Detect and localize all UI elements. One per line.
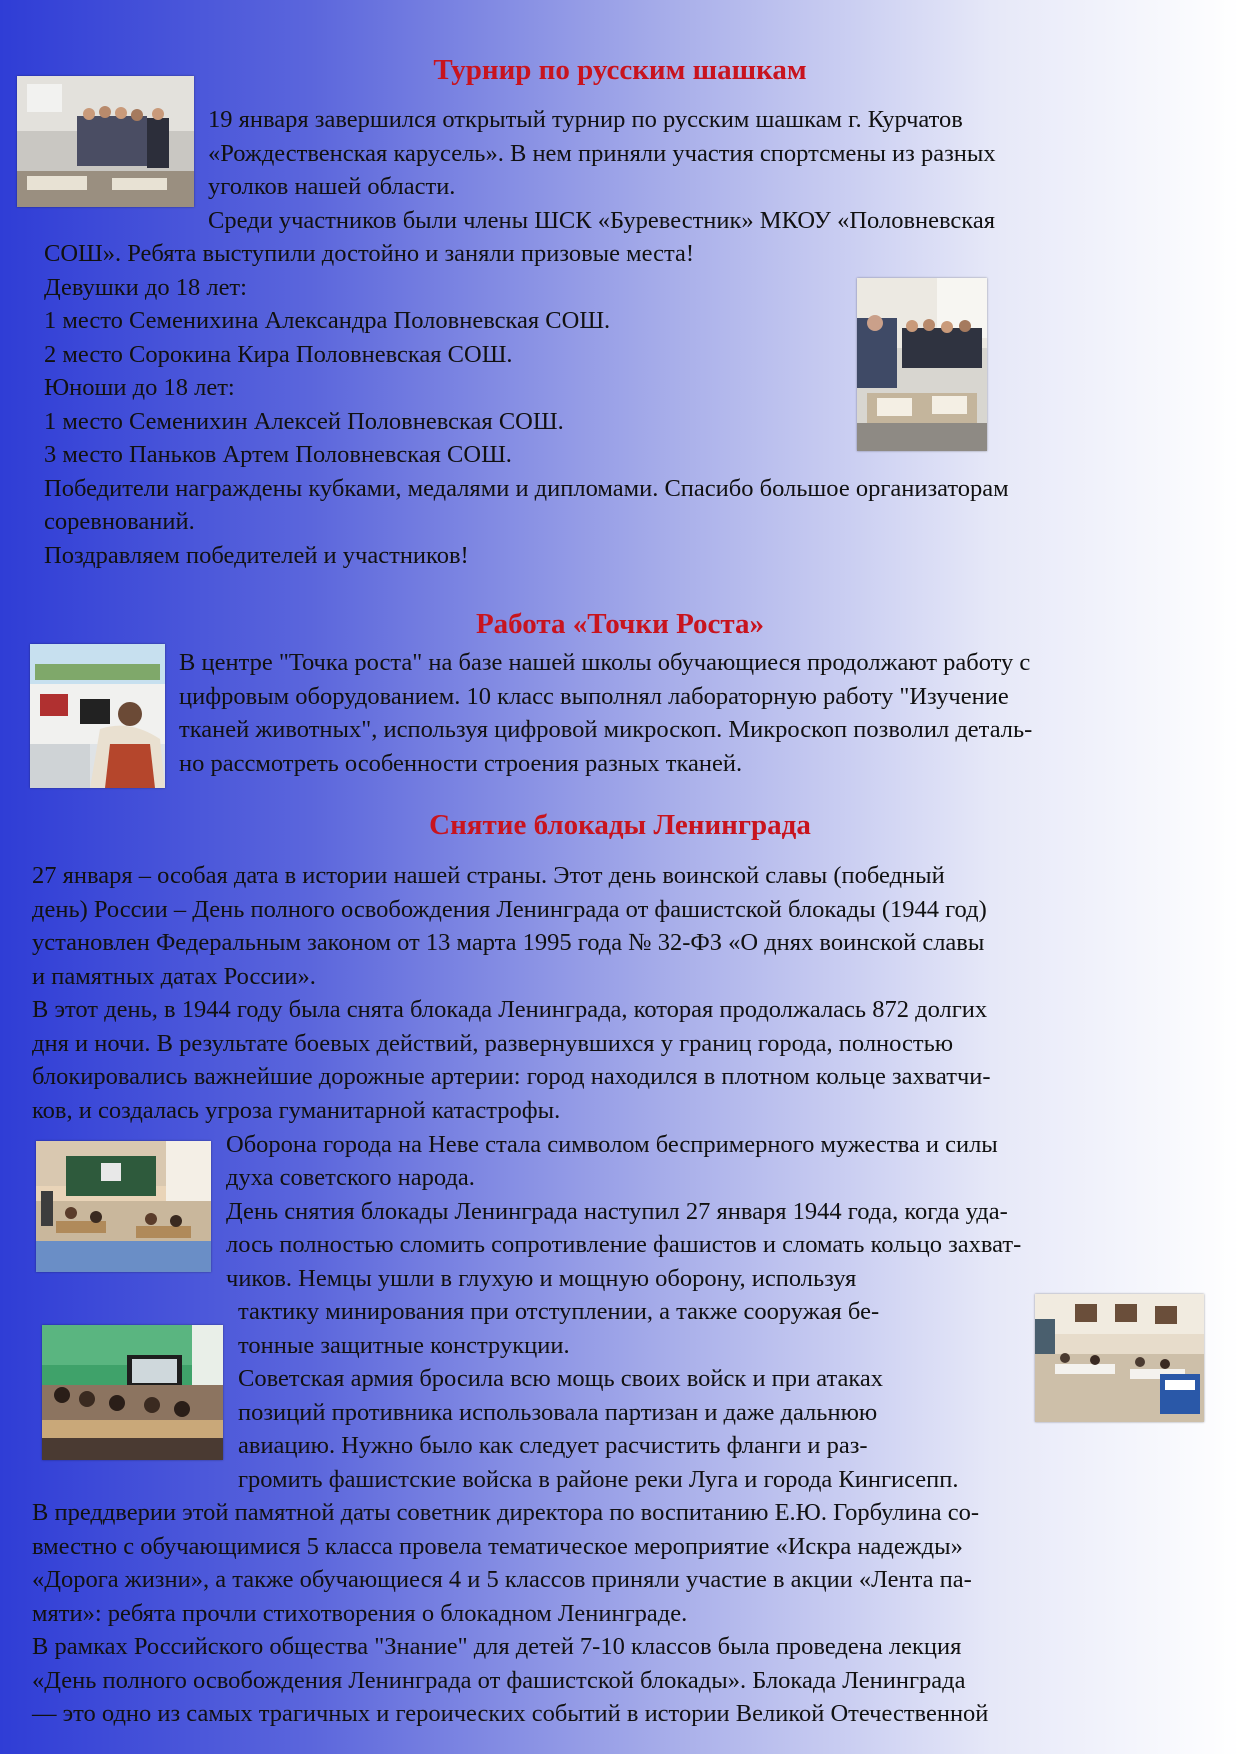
- s1-line: 1 место Семенихин Алексей Половневская СОШ.: [44, 408, 564, 435]
- s3-line: В преддверии этой памятной даты советник директора по воспитанию Е.Ю. Горбулина со-: [32, 1499, 980, 1526]
- s3-line: Советская армия бросила всю мощь своих войск и при атаках: [238, 1365, 884, 1392]
- s3-line: тонные защитные конструкции.: [238, 1332, 570, 1359]
- s3-line: и памятных датах России».: [32, 963, 316, 990]
- s3-line: позиций противника использовала партизан и даже дальнюю: [238, 1399, 878, 1426]
- s1-line: Победители награждены кубками, медалями и дипломами. Спасибо большое организаторам: [44, 475, 1009, 502]
- section-title-checkers: Турнир по русским шашкам: [433, 54, 807, 86]
- s2-line: цифровым оборудованием. 10 класс выполнял лабораторную работу "Изучение: [179, 683, 1009, 710]
- s2-line: но рассмотреть особенности строения разных тканей.: [179, 750, 743, 777]
- s3-line: 27 января – особая дата в истории нашей страны. Этот день воинской славы (победный: [32, 862, 945, 889]
- s1-line: Юноши до 18 лет:: [44, 374, 235, 401]
- s1-line: СОШ». Ребята выступили достойно и заняли призовые места!: [44, 240, 695, 267]
- s3-line: духа советского народа.: [226, 1164, 475, 1191]
- s3-line: — это одно из самых трагичных и героических событий в истории Великой Отечественной: [32, 1700, 989, 1727]
- s1-line: уголков нашей области.: [208, 173, 456, 200]
- s3-line: день) России – День полного освобождения Ленинграда от фашистской блокады (1944 год): [32, 896, 987, 923]
- s3-line: вместно с обучающимися 5 класса провела тематическое мероприятие «Искра надежды»: [32, 1533, 963, 1560]
- s3-line: мяти»: ребята прочли стихотворения о блокадном Ленинграде.: [32, 1600, 688, 1627]
- s1-line: «Рождественская карусель». В нем приняли участия спортсмены из разных: [208, 140, 996, 167]
- section-title-leningrad: Снятие блокады Ленинграда: [429, 809, 811, 841]
- s2-line: тканей животных", используя цифровой микроскоп. Микроскоп позволил деталь-: [179, 716, 1033, 743]
- photo-checkers-group: [17, 76, 194, 207]
- s3-line: В рамках Российского общества "Знание" для детей 7-10 классов была проведена лекция: [32, 1633, 962, 1660]
- s3-line: «День полного освобождения Ленинграда от фашистской блокады». Блокада Ленинграда: [32, 1667, 966, 1694]
- s3-line: чиков. Немцы ушли в глухую и мощную оборону, используя: [226, 1265, 857, 1292]
- s3-line: авиацию. Нужно было как следует расчистить фланги и раз-: [238, 1432, 868, 1459]
- s3-line: блокировались важнейшие дорожные артерии: город находился в плотном кольце захватчи-: [32, 1063, 991, 1090]
- s3-line: День снятия блокады Ленинграда наступил 27 января 1944 года, когда уда-: [226, 1198, 1008, 1225]
- s1-line: Среди участников были члены ШСК «Буревестник» МКОУ «Половневская: [208, 207, 995, 234]
- s3-line: В этот день, в 1944 году была снята блокада Ленинграда, которая продолжалась 872 долгих: [32, 996, 988, 1023]
- s3-line: тактику минирования при отступлении, а также сооружая бе-: [238, 1298, 880, 1325]
- photo-classroom-2: [42, 1325, 223, 1460]
- s3-line: дня и ночи. В результате боевых действий, развернувшихся у границ города, полностью: [32, 1030, 954, 1057]
- photo-classroom-1: [36, 1141, 211, 1272]
- s1-line: 2 место Сорокина Кира Половневская СОШ.: [44, 341, 513, 368]
- s3-line: лось полностью сломить сопротивление фашистов и сломать кольцо захват-: [226, 1231, 1022, 1258]
- s1-line: 1 место Семенихина Александра Половневская СОШ.: [44, 307, 611, 334]
- section-title-growth-point: Работа «Точки Роста»: [475, 608, 765, 640]
- s3-line: Оборона города на Неве стала символом беспримерного мужества и силы: [226, 1131, 998, 1158]
- s3-line: установлен Федеральным законом от 13 марта 1995 года № 32-ФЗ «О днях воинской славы: [32, 929, 985, 956]
- s3-line: громить фашистские войска в районе реки Луга и города Кингисепп.: [238, 1466, 959, 1493]
- s1-line: соревнований.: [44, 508, 195, 535]
- s1-line: 19 января завершился открытый турнир по русским шашкам г. Курчатов: [208, 106, 963, 133]
- photo-checkers-play: [857, 278, 987, 451]
- s1-line: Девушки до 18 лет:: [44, 274, 247, 301]
- photo-classroom-3: [1035, 1294, 1204, 1422]
- s2-line: В центре "Точка роста" на базе нашей школы обучающиеся продолжают работу с: [179, 649, 1031, 676]
- s3-line: «Дорога жизни», а также обучающиеся 4 и 5 классов приняли участие в акции «Лента па-: [32, 1566, 972, 1593]
- s3-line: ков, и создалась угроза гуманитарной катастрофы.: [32, 1097, 561, 1124]
- s1-line: 3 место Паньков Артем Половневская СОШ.: [44, 441, 512, 468]
- photo-microscope-lab: [30, 644, 165, 788]
- s1-line: Поздравляем победителей и участников!: [44, 542, 469, 569]
